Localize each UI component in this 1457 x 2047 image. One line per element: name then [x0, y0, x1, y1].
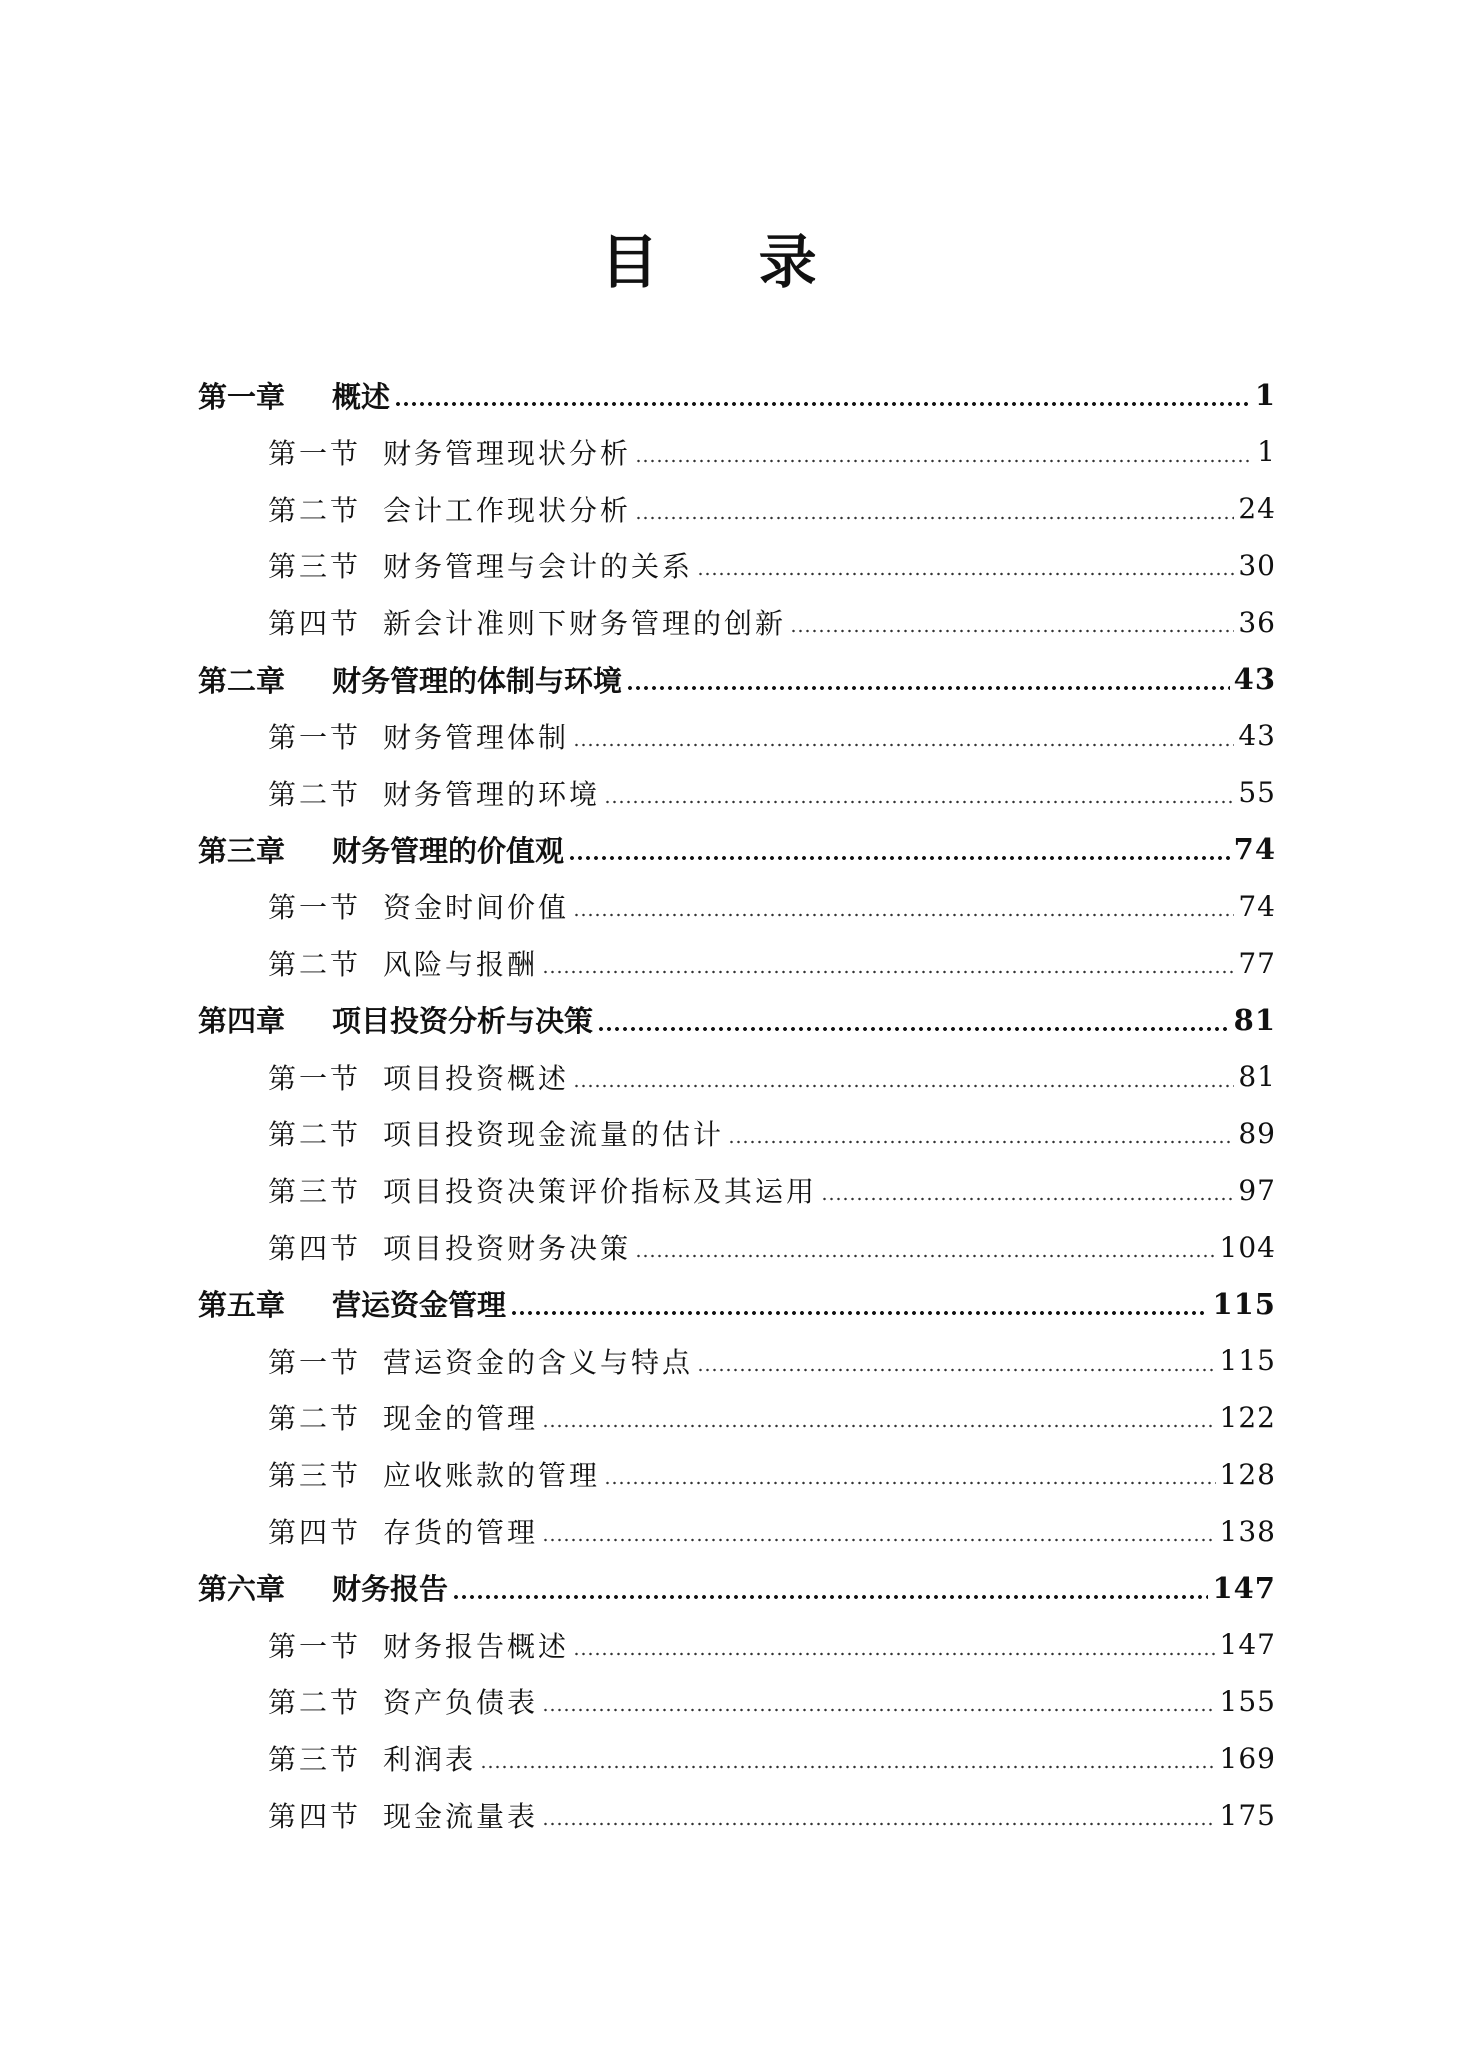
dot-leader	[573, 742, 1234, 748]
toc-entry-page-number: 115	[1219, 1344, 1276, 1378]
toc-entry-label: 第一章	[198, 379, 286, 414]
dot-leader	[821, 1196, 1234, 1202]
toc-entry-label: 第四节	[268, 1232, 362, 1265]
toc-entry-title: 项目投资分析与决策	[332, 1004, 594, 1039]
toc-entry-title: 财务管理的环境	[383, 777, 601, 811]
dot-leader	[573, 912, 1234, 918]
toc-entry-page-number: 128	[1219, 1457, 1276, 1491]
toc-entry-title: 新会计准则下财务管理的创新	[383, 607, 787, 641]
toc-section-entry[interactable]	[268, 1395, 1276, 1439]
dot-leader	[573, 1651, 1216, 1657]
dot-leader	[542, 1821, 1216, 1827]
toc-section-entry[interactable]	[268, 771, 1276, 815]
toc-section-entry[interactable]	[268, 430, 1276, 474]
toc-chapter-entry[interactable]	[198, 657, 1276, 701]
toc-section-entry[interactable]	[268, 1736, 1276, 1780]
toc-section-entry[interactable]	[268, 1055, 1276, 1099]
toc-entry-label: 第一节	[268, 1629, 362, 1663]
toc-entry-label: 第一节	[268, 1345, 362, 1379]
toc-section-entry[interactable]	[268, 1679, 1276, 1723]
toc-section-entry[interactable]	[268, 1452, 1276, 1496]
dot-leader	[697, 571, 1234, 577]
toc-entry-label: 第四节	[268, 1516, 362, 1549]
toc-entry-title: 财务管理体制	[383, 720, 570, 754]
toc-chapter-entry[interactable]	[198, 1566, 1276, 1610]
dot-leader	[728, 1139, 1234, 1145]
dot-leader	[480, 1764, 1216, 1770]
toc-entry-page-number: 115	[1212, 1286, 1276, 1321]
toc-section-entry[interactable]	[268, 487, 1276, 531]
toc-section-entry[interactable]	[268, 1793, 1276, 1837]
dot-leader	[635, 515, 1234, 521]
toc-entry-title: 资金时间价值	[383, 891, 570, 925]
toc-entry-page-number: 74	[1233, 832, 1276, 867]
toc-entry-page-number: 1	[1257, 435, 1276, 469]
toc-entry-page-number: 89	[1238, 1116, 1276, 1150]
toc-entry-label: 第三节	[268, 550, 362, 584]
toc-entry-label: 第二章	[198, 663, 286, 698]
toc-entry-page-number: 122	[1219, 1400, 1276, 1434]
toc-entry-label: 第一节	[268, 436, 362, 470]
toc-entry-page-number: 77	[1238, 946, 1276, 980]
toc-entry-page-number: 55	[1238, 776, 1276, 810]
page-title: 目 录	[600, 228, 857, 296]
toc-entry-label: 第二节	[268, 493, 362, 527]
toc-entry-page-number: 30	[1238, 548, 1276, 582]
toc-chapter-entry[interactable]	[198, 1282, 1276, 1326]
toc-entry-label: 第二节	[268, 1686, 362, 1720]
toc-entry-page-number: 81	[1233, 1002, 1276, 1037]
toc-entry-title: 会计工作现状分析	[383, 493, 632, 527]
dot-leader	[604, 1480, 1216, 1486]
dot-leader	[597, 1026, 1230, 1032]
toc-entry-label: 第三节	[268, 1743, 362, 1777]
toc-entry-page-number: 36	[1238, 605, 1276, 639]
toc-section-entry[interactable]	[268, 1339, 1276, 1383]
dot-leader	[542, 1423, 1216, 1429]
dot-leader	[626, 685, 1230, 691]
toc-entry-page-number: 24	[1238, 492, 1276, 526]
toc-entry-title: 营运资金管理	[332, 1288, 507, 1323]
toc-entry-page-number: 74	[1238, 889, 1276, 923]
toc-entry-label: 第一节	[268, 1061, 362, 1095]
toc-entry-page-number: 97	[1238, 1173, 1276, 1207]
toc-section-entry[interactable]	[268, 1225, 1276, 1269]
toc-entry-title: 财务管理的价值观	[332, 833, 565, 868]
dot-leader	[568, 855, 1230, 861]
toc-entry-label: 第五章	[198, 1288, 286, 1323]
toc-entry-label: 第二节	[268, 948, 362, 981]
toc-entry-label: 第二节	[268, 777, 362, 811]
dot-leader	[542, 1707, 1216, 1713]
toc-entry-title: 风险与报酬	[383, 948, 539, 981]
dot-leader	[510, 1310, 1208, 1316]
dot-leader	[697, 1367, 1216, 1373]
toc-entry-label: 第三章	[198, 833, 286, 868]
toc-entry-page-number: 147	[1219, 1628, 1276, 1662]
toc-entry-title: 现金的管理	[383, 1402, 539, 1436]
dot-leader	[542, 1537, 1216, 1543]
toc-section-entry[interactable]	[268, 1509, 1276, 1553]
toc-entry-title: 财务管理与会计的关系	[383, 550, 694, 584]
dot-leader	[790, 628, 1234, 634]
toc-section-entry[interactable]	[268, 600, 1276, 644]
toc-entry-title: 财务管理的体制与环境	[332, 663, 623, 698]
dot-leader	[394, 401, 1251, 407]
toc-entry-title: 概述	[332, 379, 391, 414]
toc-entry-page-number: 175	[1219, 1798, 1276, 1832]
toc-entry-label: 第二节	[268, 1118, 362, 1152]
toc-entry-page-number: 155	[1219, 1684, 1276, 1718]
toc-entry-label: 第三节	[268, 1459, 362, 1493]
toc-entry-title: 资产负债表	[383, 1686, 539, 1720]
toc-entry-title: 财务报告	[332, 1572, 449, 1607]
toc-section-entry[interactable]	[268, 1168, 1276, 1212]
toc-entry-title: 存货的管理	[383, 1516, 539, 1549]
toc-section-entry[interactable]	[268, 1623, 1276, 1667]
toc-entry-label: 第二节	[268, 1402, 362, 1436]
toc-entry-page-number: 43	[1233, 662, 1276, 696]
toc-entry-page-number: 1	[1254, 378, 1276, 412]
toc-entry-title: 项目投资概述	[383, 1061, 570, 1095]
toc-entry-title: 项目投资现金流量的估计	[383, 1118, 725, 1152]
toc-chapter-entry[interactable]	[198, 827, 1276, 871]
toc-entry-page-number: 43	[1238, 719, 1276, 753]
toc-entry-label: 第四章	[198, 1004, 286, 1039]
toc-entry-label: 第六章	[198, 1572, 286, 1607]
dot-leader	[452, 1594, 1208, 1600]
toc-entry-label: 第一节	[268, 720, 362, 754]
dot-leader	[542, 969, 1234, 975]
toc-entry-page-number: 104	[1219, 1230, 1276, 1264]
toc-section-entry[interactable]	[268, 884, 1276, 928]
dot-leader	[573, 1083, 1234, 1089]
toc-entry-title: 项目投资财务决策	[383, 1232, 632, 1265]
toc-section-entry[interactable]	[268, 941, 1276, 985]
toc-chapter-entry[interactable]	[198, 998, 1276, 1042]
dot-leader	[604, 799, 1234, 805]
toc-section-entry[interactable]	[268, 1111, 1276, 1155]
toc-entry-title: 营运资金的含义与特点	[383, 1345, 694, 1379]
toc-entry-title: 财务管理现状分析	[383, 436, 632, 470]
toc-entry-label: 第一节	[268, 891, 362, 925]
toc-entry-page-number: 147	[1212, 1570, 1276, 1605]
toc-section-entry[interactable]	[268, 543, 1276, 587]
toc-entry-title: 项目投资决策评价指标及其运用	[383, 1175, 818, 1209]
toc-entry-label: 第三节	[268, 1175, 362, 1209]
toc-entry-title: 应收账款的管理	[383, 1459, 601, 1493]
toc-entry-label: 第四节	[268, 607, 362, 641]
toc-section-entry[interactable]	[268, 714, 1276, 758]
toc-entry-title: 现金流量表	[383, 1800, 539, 1833]
toc-entry-title: 财务报告概述	[383, 1629, 570, 1663]
toc-entry-label: 第四节	[268, 1800, 362, 1833]
toc-entry-page-number: 138	[1219, 1514, 1276, 1548]
toc-chapter-entry[interactable]	[198, 373, 1276, 417]
dot-leader	[635, 1253, 1216, 1259]
toc-entry-page-number: 81	[1238, 1060, 1276, 1094]
toc-entry-title: 利润表	[383, 1743, 477, 1777]
dot-leader	[635, 458, 1253, 464]
toc-entry-page-number: 169	[1219, 1741, 1276, 1775]
